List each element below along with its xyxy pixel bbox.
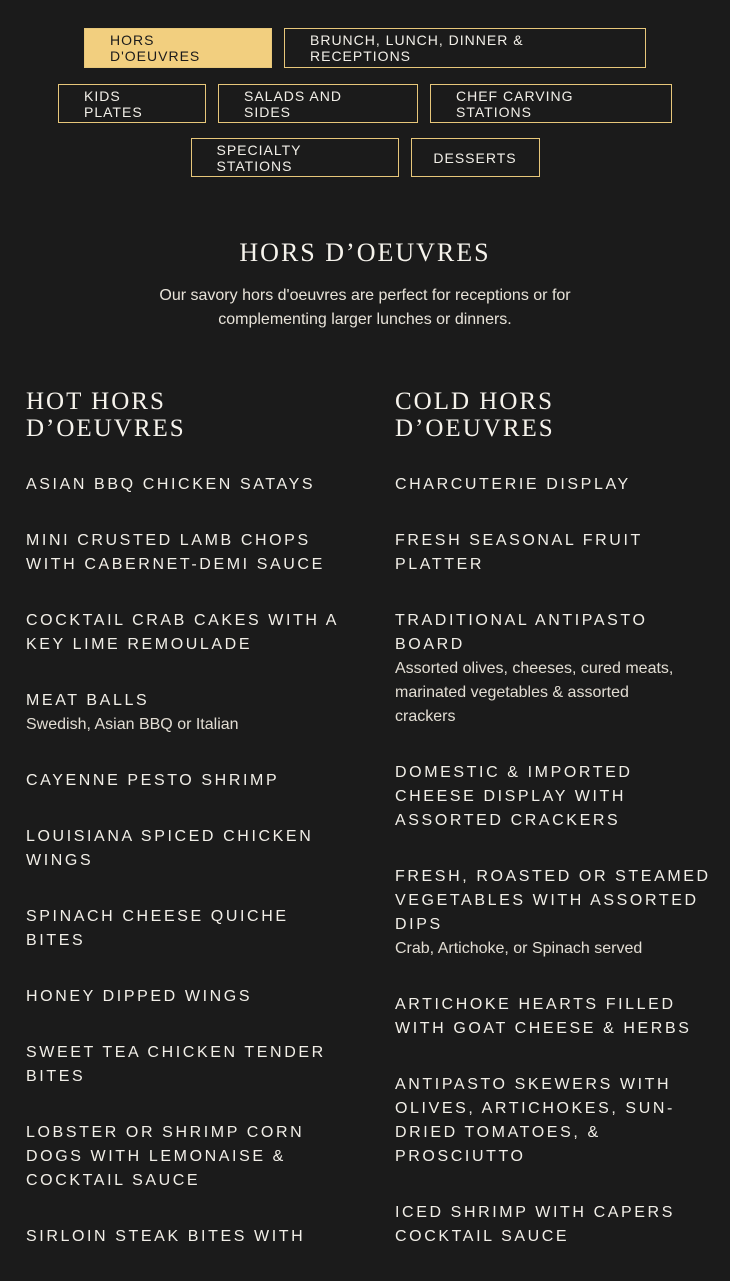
menu-item-name (26, 1041, 356, 1089)
menu-item (395, 761, 713, 833)
menu-item (26, 905, 356, 953)
menu-item (395, 865, 713, 961)
tab-hors-doeuvres[interactable]: HORS D'OEUVRES (84, 28, 272, 68)
menu-item-name-line: PLATTER (395, 556, 485, 573)
menu-item (26, 985, 356, 1009)
section-intro (0, 284, 730, 332)
menu-item-name (395, 529, 713, 577)
menu-item-name-line: VEGETABLES WITH ASSORTED (395, 892, 699, 909)
menu-item-description (26, 713, 356, 737)
title-line: COLD HORS (395, 388, 554, 415)
title-line: HOT HORS (26, 388, 166, 415)
menu-item-name-line: CHARCUTERIE DISPLAY (395, 476, 631, 493)
tab-row (0, 28, 730, 68)
menu-item (395, 1073, 713, 1169)
menu-item-name-line: DOGS WITH LEMONAISE & (26, 1148, 286, 1165)
tab-brunch-lunch-dinner[interactable]: BRUNCH, LUNCH, DINNER & RECEPTIONS (284, 28, 646, 68)
menu-item-description (395, 657, 713, 729)
menu-item-name (395, 865, 713, 937)
menu-item-name-line: BOARD (395, 636, 465, 653)
tab-desserts[interactable]: DESSERTS (411, 138, 540, 177)
menu-item-name-line: BITES (26, 932, 86, 949)
menu-item (395, 1201, 713, 1249)
menu-item-name-line: CAYENNE PESTO SHRIMP (26, 772, 280, 789)
menu-item-description-line: Assorted olives, cheeses, cured meats, (395, 660, 674, 677)
tab-row (0, 84, 730, 123)
menu-item (395, 609, 713, 729)
menu-item-name (26, 473, 356, 497)
tab-salads-and-sides[interactable]: SALADS AND SIDES (218, 84, 418, 123)
hot-hors-doeuvres-column (26, 388, 356, 1281)
menu-item (26, 1041, 356, 1089)
menu-item-name-line: DRIED TOMATOES, & (395, 1124, 601, 1141)
menu-item (26, 825, 356, 873)
menu-item (395, 473, 713, 497)
menu-item-name-line: MEAT BALLS (26, 692, 150, 709)
menu-item-name-line: LOUISIANA SPICED CHICKEN (26, 828, 314, 845)
menu-item-name (395, 609, 713, 657)
menu-category-tabs (0, 28, 730, 193)
menu-item (26, 473, 356, 497)
menu-item-name-line: BITES (26, 1068, 86, 1085)
menu-item-name-line: LOBSTER OR SHRIMP CORN (26, 1124, 305, 1141)
menu-item-description-line: Swedish, Asian BBQ or Italian (26, 716, 239, 733)
menu-item-description (395, 937, 713, 961)
menu-item-name-line: DOMESTIC & IMPORTED (395, 764, 633, 781)
menu-item-name-line: KEY LIME REMOULADE (26, 636, 253, 653)
intro-line: complementing larger lunches or dinners. (218, 311, 512, 328)
tab-row (0, 138, 730, 177)
menu-item-name (395, 1201, 713, 1249)
menu-item-name-line: ASSORTED CRACKERS (395, 812, 621, 829)
menu-item-name-line: ASIAN BBQ CHICKEN SATAYS (26, 476, 316, 493)
menu-item (395, 529, 713, 577)
menu-item-name-line: COCKTAIL SAUCE (395, 1228, 570, 1245)
menu-item-name (26, 825, 356, 873)
cold-item-list (395, 473, 713, 1249)
menu-item-name (26, 905, 356, 953)
intro-line: Our savory hors d'oeuvres are perfect for receptions or for (159, 287, 571, 304)
menu-item-name-line: PROSCIUTTO (395, 1148, 526, 1165)
tab-specialty-stations[interactable]: SPECIALTY STATIONS (191, 138, 399, 177)
menu-item-name (26, 689, 356, 713)
menu-item-name-line: HONEY DIPPED WINGS (26, 988, 253, 1005)
menu-item-name (395, 473, 713, 497)
menu-item (26, 1121, 356, 1193)
hot-item-list (26, 473, 356, 1249)
section-title: HORS D’OEUVRES (239, 238, 491, 267)
menu-item-name-line: ICED SHRIMP WITH CAPERS (395, 1204, 675, 1221)
title-line: D’OEUVRES (26, 415, 186, 442)
hot-column-title (26, 388, 356, 442)
cold-hors-doeuvres-column (395, 388, 713, 1281)
menu-item-name-line: COCKTAIL SAUCE (26, 1172, 201, 1189)
menu-item-name (26, 609, 356, 657)
menu-item (26, 529, 356, 577)
menu-item-name-line: SWEET TEA CHICKEN TENDER (26, 1044, 326, 1061)
menu-item-name (26, 1225, 356, 1249)
menu-item-name-line: WINGS (26, 852, 94, 869)
menu-item-name-line: TRADITIONAL ANTIPASTO (395, 612, 648, 629)
menu-item-description-line: marinated vegetables & assorted (395, 684, 629, 701)
cold-column-title (395, 388, 713, 442)
menu-item-name-line: FRESH SEASONAL FRUIT (395, 532, 643, 549)
title-line: D’OEUVRES (395, 415, 555, 442)
menu-item-name (395, 1073, 713, 1169)
menu-item-name-line: SIRLOIN STEAK BITES WITH (26, 1228, 306, 1245)
menu-item (26, 609, 356, 657)
menu-item (26, 769, 356, 793)
menu-item-name (26, 985, 356, 1009)
menu-item-name-line: DIPS (395, 916, 443, 933)
menu-item-name (395, 761, 713, 833)
menu-item-name-line: COCKTAIL CRAB CAKES WITH A (26, 612, 339, 629)
menu-item-name-line: MINI CRUSTED LAMB CHOPS (26, 532, 311, 549)
menu-item-name (395, 993, 713, 1041)
menu-item-name-line: ARTICHOKE HEARTS FILLED (395, 996, 676, 1013)
menu-item-name-line: ANTIPASTO SKEWERS WITH (395, 1076, 672, 1093)
menu-item-name-line: CHEESE DISPLAY WITH (395, 788, 627, 805)
menu-item-name-line: SPINACH CHEESE QUICHE (26, 908, 289, 925)
menu-item-name-line: FRESH, ROASTED OR STEAMED (395, 868, 711, 885)
menu-item (395, 993, 713, 1041)
menu-item-name-line: OLIVES, ARTICHOKES, SUN- (395, 1100, 675, 1117)
menu-item (26, 1225, 356, 1249)
menu-item-description-line: crackers (395, 708, 456, 725)
tab-kids-plates[interactable]: KIDS PLATES (58, 84, 206, 123)
menu-item-name (26, 769, 356, 793)
menu-item-name (26, 529, 356, 577)
menu-item-name (26, 1121, 356, 1193)
menu-item-name-line: WITH GOAT CHEESE & HERBS (395, 1020, 692, 1037)
menu-item-name-line: WITH CABERNET-DEMI SAUCE (26, 556, 325, 573)
tab-chef-carving-stations[interactable]: CHEF CARVING STATIONS (430, 84, 672, 123)
menu-item (26, 689, 356, 737)
menu-item-description-line: Crab, Artichoke, or Spinach served (395, 940, 643, 957)
